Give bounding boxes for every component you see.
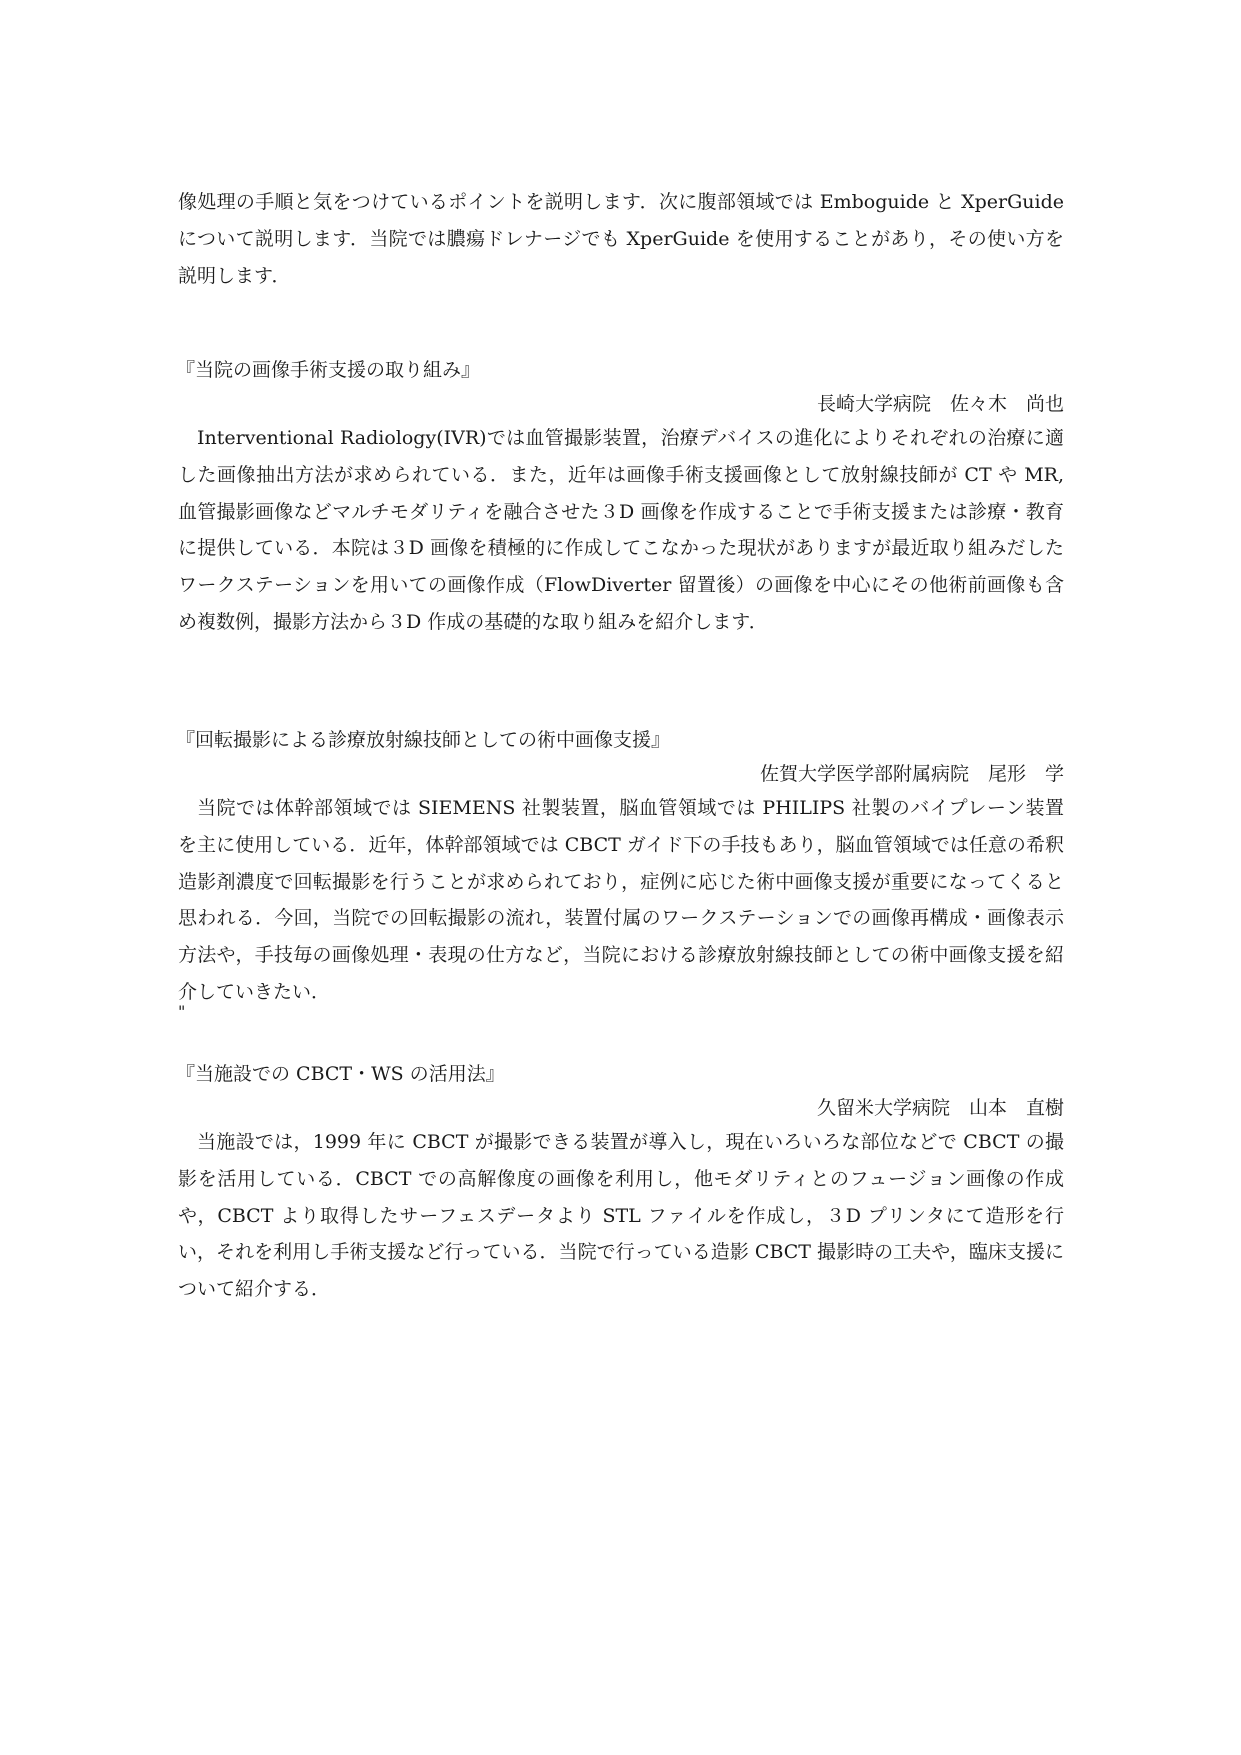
section-author: 長崎大学病院 佐々木 尚也 xyxy=(816,393,1064,415)
section-title: 『回転撮影による診療放射線技師としての術中画像支援』 xyxy=(176,729,671,751)
section-body: 当施設では，1999 年に CBCT が撮影できる装置が導入し，現在いろいろな部位などで CBCT の撮影を活用している．CBCT での高解像度の画像を利用し，他モダリティとのフュージョン画像の作成や，CBCT より取得したサーフェスデータより STL ファイルを作成し，３D プリンタにて造形を行い，それを利用し手術支援など行っている．当院で行っている造影 CBCT 撮影時の工夫や，臨床支援について紹介する． xyxy=(178,1131,1064,1301)
section-body: 当院では体幹部領域では SIEMENS 社製装置，脳血管領域では PHILIPS 社製のバイプレーン装置を主に使用している．近年，体幹部領域では CBCT ガイド下の手技もあり，脳血管領域では任意の希釈造影剤濃度で回転撮影を行うことが求められており，症例に応じた術中画像支援が重要になってくると思われる．今回，当院での回転撮影の流れ，装置付属のワークステーションでの画像再構成・画像表示方法や，手技毎の画像処理・表現の仕方など，当院における診療放射線技師としての術中画像支援を紹介していきたい． xyxy=(178,797,1064,1003)
section-title: 『当院の画像手術支援の取り組み』 xyxy=(176,359,481,381)
section-author: 久留米大学病院 山本 直樹 xyxy=(816,1097,1064,1119)
stray-quote-mark: " xyxy=(178,1002,186,1021)
section-author: 佐賀大学医学部附属病院 尾形 学 xyxy=(759,763,1064,785)
section-title: 『当施設での CBCT・WS の活用法』 xyxy=(176,1063,505,1085)
section-body: Interventional Radiology(IVR)では血管撮影装置，治療デバイスの進化によりそれぞれの治療に適した画像抽出方法が求められている．また，近年は画像手術支援画像として放射線技師が CT や MR, 血管撮影画像などマルチモダリティを融合させた３D 画像を作成することで手術支援または診療・教育に提供している．本院は３D 画像を積極的に作成してこなかった現状がありますが最近取り組みだしたワークステーションを用いての画像作成（FlowDiverter 留置後）の画像を中心にその他術前画像も含め複数例，撮影方法から３D 作成の基礎的な取り組みを紹介します． xyxy=(178,427,1064,633)
intro-paragraph: 像処理の手順と気をつけているポイントを説明します．次に腹部領域では Emboguide と XperGuide について説明します．当院では膿瘍ドレナージでも XperGuide を使用することがあり，その使い方を説明します． xyxy=(178,191,1064,287)
